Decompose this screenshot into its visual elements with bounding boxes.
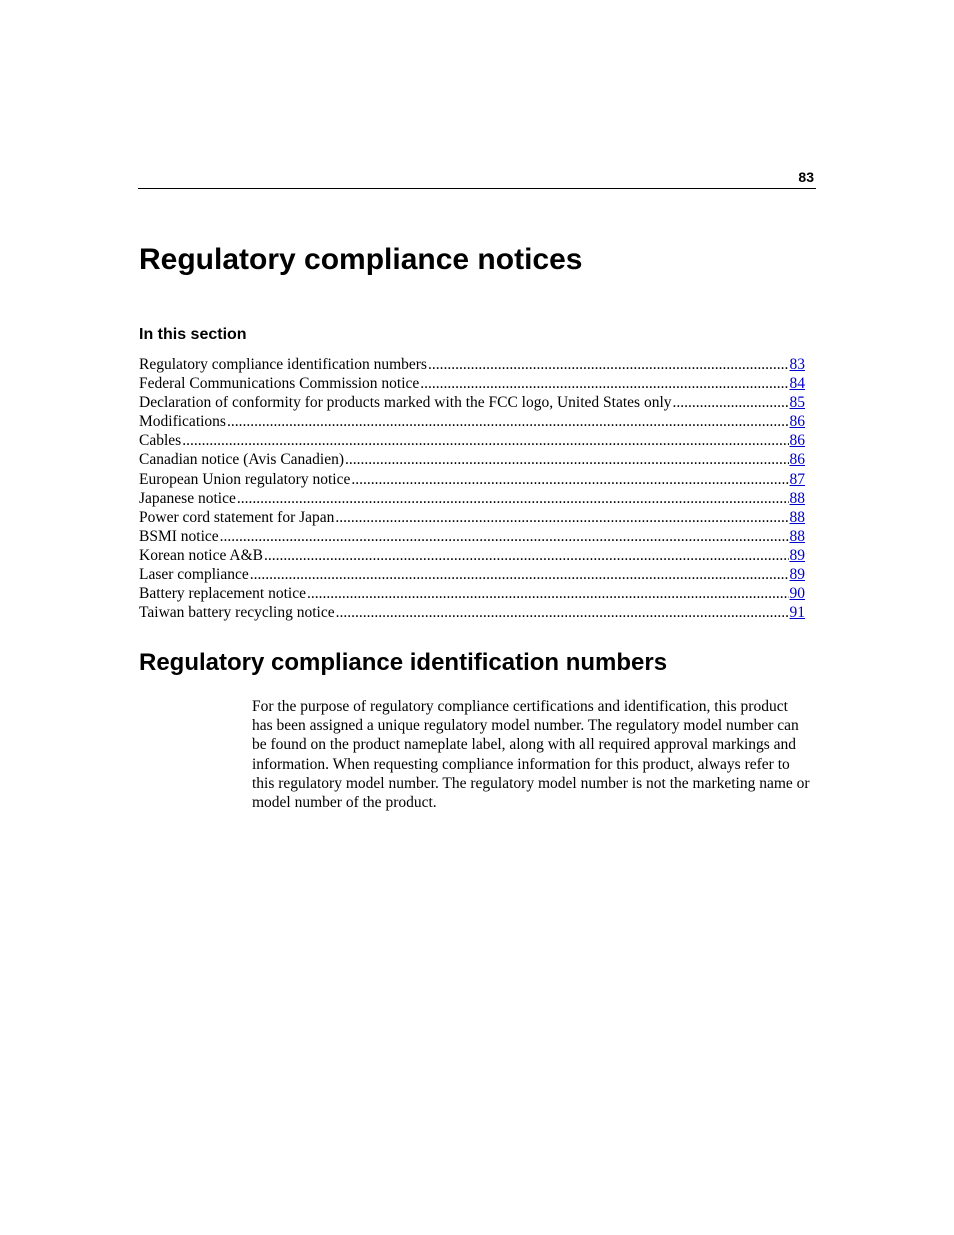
toc-dot-leader <box>182 431 788 450</box>
toc-entry[interactable] <box>139 393 805 412</box>
section-body-paragraph: For the purpose of regulatory compliance certifications and identification, this product has been assigned a unique regulatory model number. The regulatory model number can be found on the product nameplate label, along with all required approval markings and information. When requesting compliance information for this product, always refer to this regulatory model number. The regulatory model number is not the marketing name or model number of the product. <box>252 698 810 812</box>
toc-entry[interactable] <box>139 412 805 431</box>
toc-entry[interactable] <box>139 508 805 527</box>
toc-dot-leader <box>345 450 788 469</box>
toc-entry[interactable] <box>139 450 805 469</box>
toc-entry[interactable] <box>139 374 805 393</box>
toc-entry[interactable] <box>139 355 805 374</box>
page-title: Regulatory compliance notices <box>139 243 583 276</box>
section-heading: Regulatory compliance identification numbers <box>139 649 668 676</box>
toc-entry-label: Taiwan battery recycling notice <box>139 604 335 622</box>
toc-entry-label: Cables <box>139 432 182 450</box>
toc-entry-label: European Union regulatory notice <box>139 470 351 488</box>
toc-page-link[interactable]: 88 <box>789 489 805 507</box>
toc-page-link[interactable]: 88 <box>789 508 805 526</box>
toc-dot-leader <box>227 412 789 431</box>
toc-page-link[interactable]: 89 <box>789 566 805 584</box>
toc-dot-leader <box>420 374 788 393</box>
toc-entry-label: Declaration of conformity for products marked with the FCC logo, United States only <box>139 394 672 412</box>
toc-page-link[interactable]: 86 <box>789 432 805 450</box>
toc-dot-leader <box>336 603 789 622</box>
toc-dot-leader <box>335 508 788 527</box>
toc-dot-leader <box>673 393 789 412</box>
toc-entry-label: Modifications <box>139 413 226 431</box>
toc-page-link[interactable]: 86 <box>789 413 805 431</box>
toc-entry[interactable] <box>139 527 805 546</box>
toc-entry-label: BSMI notice <box>139 527 219 545</box>
toc-entry-label: Japanese notice <box>139 489 236 507</box>
toc-entry[interactable] <box>139 584 805 603</box>
toc-page-link[interactable]: 87 <box>789 470 805 488</box>
toc-entry-label: Regulatory compliance identification numbers <box>139 356 427 373</box>
page-number: 83 <box>798 169 814 185</box>
toc-entry[interactable] <box>139 565 805 584</box>
toc-page-link[interactable]: 88 <box>789 527 805 545</box>
toc-entry[interactable] <box>139 546 805 565</box>
toc-dot-leader <box>307 584 789 603</box>
toc-page-link[interactable]: 86 <box>789 451 805 469</box>
toc-entry-label: Korean notice A&B <box>139 546 263 564</box>
toc-page-link[interactable]: 89 <box>789 546 805 564</box>
toc-entry-label: Laser compliance <box>139 566 249 584</box>
toc-page-link[interactable]: 90 <box>789 585 805 603</box>
toc-page-link[interactable]: 84 <box>789 375 805 393</box>
toc-entry[interactable] <box>139 431 805 450</box>
toc-page-link[interactable]: 83 <box>789 356 805 373</box>
toc-dot-leader <box>428 355 789 374</box>
toc-entry[interactable] <box>139 489 805 508</box>
toc-entry-label: Canadian notice (Avis Canadien) <box>139 451 345 469</box>
toc-entry[interactable] <box>139 470 805 489</box>
toc-entry-label: Federal Communications Commission notice <box>139 375 420 393</box>
toc-dot-leader <box>237 489 789 508</box>
toc-dot-leader <box>250 565 789 584</box>
toc-dot-leader <box>264 546 789 565</box>
toc-page-link[interactable]: 91 <box>789 604 805 622</box>
toc-entry-label: Power cord statement for Japan <box>139 508 335 526</box>
in-this-section-label: In this section <box>139 326 247 343</box>
toc-page-link[interactable]: 85 <box>789 394 805 412</box>
header-rule <box>138 188 816 189</box>
toc-entry[interactable] <box>139 603 805 622</box>
toc-dot-leader <box>351 470 788 489</box>
toc-dot-leader <box>220 527 789 546</box>
toc-entry-label: Battery replacement notice <box>139 585 306 603</box>
table-of-contents <box>139 355 805 622</box>
